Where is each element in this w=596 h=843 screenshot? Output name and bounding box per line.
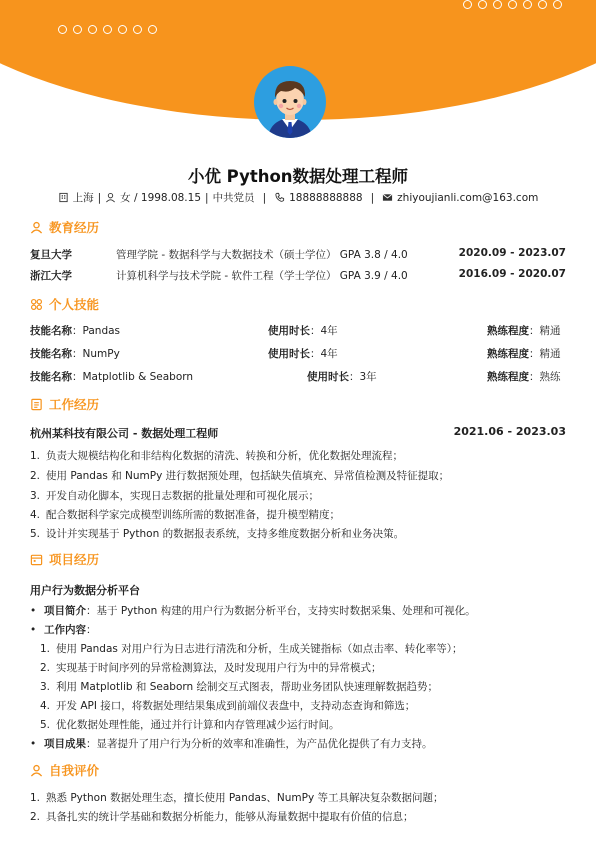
education-period: 2020.09 - 2023.07 <box>458 247 566 259</box>
skill-name: Pandas <box>82 325 121 337</box>
project-content-label: • 工作内容： <box>30 624 97 636</box>
skill-name: NumPy <box>82 348 120 360</box>
section-title: 教育经历 <box>49 220 100 235</box>
grid-icon <box>30 298 43 311</box>
person-icon <box>30 764 43 777</box>
list-item: 4. 配合数据科学家完成模型训练所需的数据准备，提升模型精度； <box>30 509 340 521</box>
section-education <box>30 218 99 236</box>
list-item: 3. 利用 Matplotlib 和 Seaborn 绘制交互式图表，帮助业务团队快速理解数据趋势； <box>40 681 439 693</box>
phone: 18888888888 <box>289 191 363 204</box>
person-icon <box>30 221 43 234</box>
education-detail: 管理学院 - 数据科学与大数据技术（硕士学位） GPA 3.8 / 4.0 <box>116 249 408 261</box>
section-title: 项目经历 <box>49 552 100 567</box>
gender-birth: 女 / 1998.08.15 <box>120 192 202 204</box>
decor-dots-right <box>463 0 596 9</box>
skill-row: 技能名称：Pandas 使用时长：4年 熟练程度：精通 <box>30 325 561 337</box>
list-item: 2. 实现基于时间序列的异常检测算法，及时发现用户行为中的异常模式； <box>40 662 382 674</box>
education-detail: 计算机科学与技术学院 - 软件工程（学士学位） GPA 3.9 / 4.0 <box>116 270 408 282</box>
separator: | <box>205 191 209 204</box>
location: 上海 <box>72 192 94 204</box>
list-item: 4. 开发 API 接口，将数据处理结果集成到前端仪表盘中，支持动态查询和筛选； <box>40 700 416 712</box>
person-icon <box>105 192 116 203</box>
work-period: 2021.06 - 2023.03 <box>453 425 566 438</box>
skill-time: 4年 <box>320 325 338 337</box>
separator: | <box>97 191 102 204</box>
education-period: 2016.09 - 2020.07 <box>458 268 566 280</box>
section-title: 工作经历 <box>49 397 100 412</box>
resume-name: 小优 Python数据处理工程师 <box>187 167 409 186</box>
education-row <box>30 268 566 283</box>
company: 杭州某科技有限公司 - 数据处理工程师 <box>30 427 219 440</box>
work-header <box>30 425 566 441</box>
calendar-icon <box>30 553 43 566</box>
contact-bar <box>0 190 596 205</box>
project-title: 用户行为数据分析平台 <box>30 584 140 597</box>
decor-dots-left <box>58 25 157 34</box>
political-status: 中共党员 <box>212 192 255 204</box>
skill-level: 精通 <box>539 348 561 360</box>
section-skills <box>30 295 99 313</box>
section-title: 自我评价 <box>49 763 100 778</box>
section-title: 个人技能 <box>49 297 100 312</box>
project-result: • 项目成果：显著提升了用户行为分析的效率和准确性，为产品优化提供了有力支持。 <box>30 738 433 750</box>
project-intro: • 项目简介：基于 Python 构建的用户行为数据分析平台，支持实时数据采集、处理和可视化。 <box>30 605 476 617</box>
building-icon <box>58 192 69 203</box>
school: 浙江大学 <box>30 270 72 282</box>
section-project <box>30 550 99 568</box>
mail-icon <box>382 192 393 203</box>
school: 复旦大学 <box>30 249 72 261</box>
phone-icon <box>274 192 285 203</box>
skill-name: Matplotlib & Seaborn <box>82 371 194 383</box>
skill-row: 技能名称：NumPy 使用时长：4年 熟练程度：精通 <box>30 348 561 360</box>
list-item: 3. 开发自动化脚本，实现日志数据的批量处理和可视化展示； <box>30 490 319 502</box>
document-icon <box>30 398 43 411</box>
list-item: 1. 使用 Pandas 对用户行为日志进行清洗和分析，生成关键指标（如点击率、转化率等）； <box>40 643 463 655</box>
avatar <box>254 66 326 150</box>
list-item: 2. 使用 Pandas 和 NumPy 进行数据预处理，包括缺失值填充、异常值检测及特征提取； <box>30 470 450 482</box>
list-item: 5. 设计并实现基于 Python 的数据报表系统，支持多维度数据分析和业务决策。 <box>30 528 405 540</box>
separator: | <box>262 191 267 204</box>
education-row <box>30 247 566 262</box>
skill-time: 4年 <box>320 348 338 360</box>
list-item: 1. 熟悉 Python 数据处理生态，擅长使用 Pandas、NumPy 等工具解决复杂数据问题； <box>30 792 444 804</box>
list-item: 5. 优化数据处理性能，通过并行计算和内存管理减少运行时间。 <box>40 719 340 731</box>
section-self-evaluation <box>30 761 99 779</box>
section-work <box>30 395 99 413</box>
skill-level: 精通 <box>539 325 561 337</box>
skill-time: 3年 <box>359 371 377 383</box>
list-item: 1. 负责大规模结构化和非结构化数据的清洗、转换和分析，优化数据处理流程； <box>30 450 403 462</box>
list-item: 2. 具备扎实的统计学基础和数据分析能力，能够从海量数据中提取有价值的信息； <box>30 811 414 823</box>
email: zhiyoujianli.com@163.com <box>397 191 539 204</box>
skill-level: 熟练 <box>539 371 561 383</box>
skill-row: 技能名称：Matplotlib & Seaborn 使用时长：3年 熟练程度：熟练 <box>30 371 561 383</box>
separator: | <box>370 191 375 204</box>
